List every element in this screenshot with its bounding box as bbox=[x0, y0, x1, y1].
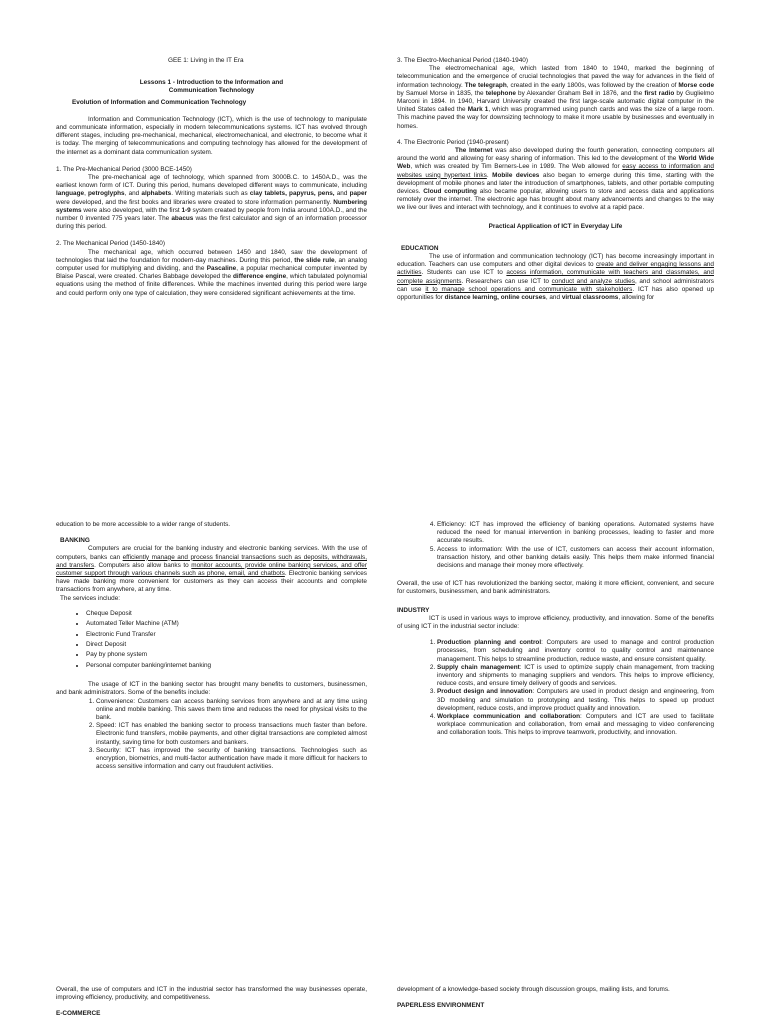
benefits-list-continued bbox=[397, 521, 714, 570]
list-item: • Pay by phone system bbox=[86, 650, 367, 660]
list-item: 5. Access to information: With the use of ICT, customers can access their account information, transaction history, and other banking details easily. This helps them make informed financial decisions and manage their money more effectively. bbox=[437, 546, 714, 571]
benefits-list bbox=[56, 698, 367, 772]
electronic-paragraph: The Internet was also developed during the fourth generation, connecting computers all around the world and allowing for easy sharing of information. This led to the development of the World Wide Web, which was created by Tim Berners-Lee in 1989. The Web allowed for easy access to information and websites using hypertext links. Mobile devices also began to emerge during this time, starting with the development of mobile phones and later the introduction of smartphones, tablets, and other portable computing devices. Cloud computing also became popular, allowing users to store and access data and applications remotely over the internet. The electronic age has brought about many advancements and changes to the way we live our lives and interact with technology, and it continues to evolve at a rapid pace. bbox=[397, 147, 714, 212]
electronic-heading: 4. The Electronic Period (1940-present) bbox=[397, 138, 509, 146]
list-item: • Direct Deposit bbox=[86, 640, 367, 650]
middle-left-page bbox=[56, 521, 367, 772]
course-header: GEE 1: Living in the IT Era bbox=[168, 57, 244, 64]
top-left-page bbox=[56, 57, 367, 298]
mechanical-paragraph: The mechanical age, which occurred between 1450 and 1840, saw the development of technologies that laid the foundation for modern-day machines. During this period, the slide rule, an analog computer used for multiplying and dividing, and the Pascaline, a popular mechanical computer invented by Blaise Pascal, were created. Charles Babbage developed the difference engine, which tabulated polynomial equations using the method of finite differences. While the machines invented during this period were large and could perform only one type of calculation, they were considered significant achievements at the time. bbox=[56, 248, 367, 297]
paperless-heading: PAPERLESS ENVIRONMENT bbox=[397, 1002, 485, 1010]
list-item: 2. Speed: ICT has enabled the banking sector to process transactions much faster than before. Electronic fund transfers, mobile payments, and other digital transactions are completed almost instantly, saving time for both customers and bankers. bbox=[96, 722, 367, 747]
electro-mechanical-paragraph: The electromechanical age, which lasted from 1840 to 1940, marked the beginning of telecommunication and the emergence of crucial technologies that paved the way for advances in the field of information technology. The telegraph, created in the early 1800s, was followed by the creation of Morse code by Samuel Morse in 1835, the telephone by Alexander Graham Bell in 1876, and the first radio by Guglielmo Marconi in 1894. In 1940, Harvard University created the first large-scale automatic digital computer in the United States called the Mark 1, which was programmed using punch cards and was the size of a large room. This machine paved the way for downsizing technology to make it more usable by businesses and eventually in homes. bbox=[397, 65, 715, 130]
middle-right-page bbox=[397, 521, 714, 738]
education-paragraph: The use of information and communication technology (ICT) has become increasingly important in education. Teachers can use computers and other digital devices to create and deliver engaging lessons and activities. Students can use ICT to access information, communicate with teachers and classmates, and complete assignments. Researchers can use ICT to conduct and analyze studies, and school administrators can use it to manage school operations and communicate with stakeholders. ICT has also opened up opportunities for distance learning, online courses, and virtual classrooms, allowing for bbox=[397, 253, 714, 302]
electro-mechanical-heading: 3. The Electro-Mechanical Period (1840-1940) bbox=[397, 57, 528, 64]
practical-application-heading: Practical Application of ICT in Everyday Life bbox=[488, 222, 623, 230]
services-intro: The services include: bbox=[60, 594, 121, 602]
list-item: 3. Product design and innovation: Computers are used in product design and engineering, from 3D modeling and simulation to prototyping and testing. This helps to speed up product development, reduce costs, and improve product quality and innovation. bbox=[437, 688, 714, 713]
education-heading: EDUCATION bbox=[401, 244, 439, 252]
banking-heading: BANKING bbox=[60, 537, 90, 545]
top-right-page bbox=[397, 57, 714, 302]
education-continued: education to be more accessible to a wider range of students. bbox=[56, 521, 231, 528]
list-item: • Cheque Deposit bbox=[86, 609, 367, 619]
pre-mechanical-paragraph: The pre-mechanical age of technology, which spanned from 3000B.C. to 1450A.D., was the earliest known form of ICT. During this period, humans developed different ways to communicate, including language, petroglyphs, and alphabets. Writing materials such as clay tablets, papyrus, pens, and paper were developed, and the first books and libraries were created to store information permanently. Numbering systems were also developed, with the first 1-9 system created by people from India around 100A.D., and the number 0 invented 775 years later. The abacus was the first calculator and sign of an information processor during this period. bbox=[56, 174, 367, 231]
list-item: 4. Efficiency: ICT has improved the efficiency of banking operations. Automated systems have reduced the need for manual intervention in banking processes, leading to faster and more accurate results. bbox=[437, 521, 714, 546]
list-item: • Automated Teller Machine (ATM) bbox=[86, 619, 367, 629]
list-item: 1. Convenience: Customers can access banking services from anywhere and at any time using online and mobile banking. This saves them time and reduces the need for physical visits to the bank. bbox=[96, 698, 367, 723]
lesson-title: Lessons 1 - Introduction to the Information and Communication Technology bbox=[139, 79, 284, 95]
intro-paragraph: Information and Communication Technology (ICT), which is the use of technology to manipulate and communicate information, especially in modern telecommunications systems. ICT has evolved through different stages, including pre-mechanical, mechanical, electromechanical, and electronic, to become what it is today. The merging of telecommunications and computing technology has allowed for the development of the internet as a dominant data communication system. bbox=[56, 115, 367, 156]
services-list bbox=[56, 609, 367, 671]
list-item: 1. Production planning and control: Computers are used to manage and control production processes, from scheduling and inventory control to quality control and maintenance management. This helps to streamline production, reduce waste, and ensure consistent quality. bbox=[437, 639, 714, 664]
bottom-left-page bbox=[56, 986, 367, 1019]
evolution-subtitle: Evolution of Information and Communication Technology bbox=[72, 98, 247, 106]
benefits-intro: The usage of ICT in the banking sector has brought many benefits to customers, businessmen, and bank administrators. Some of the benefits include: bbox=[56, 681, 367, 697]
pre-mechanical-heading: 1. The Pre-Mechanical Period (3000 BCE-1450) bbox=[56, 165, 192, 173]
mechanical-heading: 2. The Mechanical Period (1450-1840) bbox=[56, 240, 165, 248]
list-item: 4. Workplace communication and collaboration: Computers and ICT are used to facilitate workplace communication and collaboration, from email and messaging to video conferencing and collaboration tools. This helps to improve teamwork, productivity, and innovation. bbox=[437, 713, 714, 738]
list-item: • Personal computer banking/internet banking bbox=[86, 661, 367, 671]
industry-intro: ICT is used in various ways to improve efficiency, productivity, and innovation. Some of the benefits of using ICT in the industrial sector include: bbox=[397, 614, 714, 631]
industry-summary: Overall, the use of computers and ICT in the industrial sector has transformed the way businesses operate, improving efficiency, productivity, and competitiveness. bbox=[56, 986, 367, 1002]
list-item: 3. Security: ICT has improved the security of banking transactions. Technologies such as encryption, biometrics, and multi-factor authentication have made it more difficult for hackers to access sensitive information and carry out fraudulent activities. bbox=[96, 747, 367, 772]
list-item: • Electronic Fund Transfer bbox=[86, 630, 367, 640]
banking-paragraph: Computers are crucial for the banking industry and electronic banking services. With the use of computers, banks can efficiently manage and process financial transactions such as deposits, withdrawals, and transfers. Computers also allow banks to monitor accounts, provide online banking services, and offer customer support through various channels such as phone, email, and chatbots. Electronic banking services have made banking more convenient for customers as they can access their accounts and complete transactions from anywhere, at any time. bbox=[56, 545, 367, 594]
industry-list bbox=[397, 639, 714, 737]
industry-heading: INDUSTRY bbox=[397, 606, 430, 614]
banking-summary: Overall, the use of ICT has revolutionized the banking sector, making it more efficient, convenient, and secure for customers, businessmen, and bank administrators. bbox=[397, 580, 714, 596]
ecommerce-heading: E-COMMERCE bbox=[56, 1010, 101, 1018]
list-item: 2. Supply chain management: ICT is used to optimize supply chain management, from tracking inventory and shipments to managing suppliers and vendors. This helps to improve efficiency, reduce costs, and ensure timely delivery of goods and services. bbox=[437, 664, 714, 689]
bottom-right-page bbox=[397, 986, 714, 1010]
forums-text: development of a knowledge-based society through discussion groups, mailing lists, and forums. bbox=[397, 986, 670, 993]
